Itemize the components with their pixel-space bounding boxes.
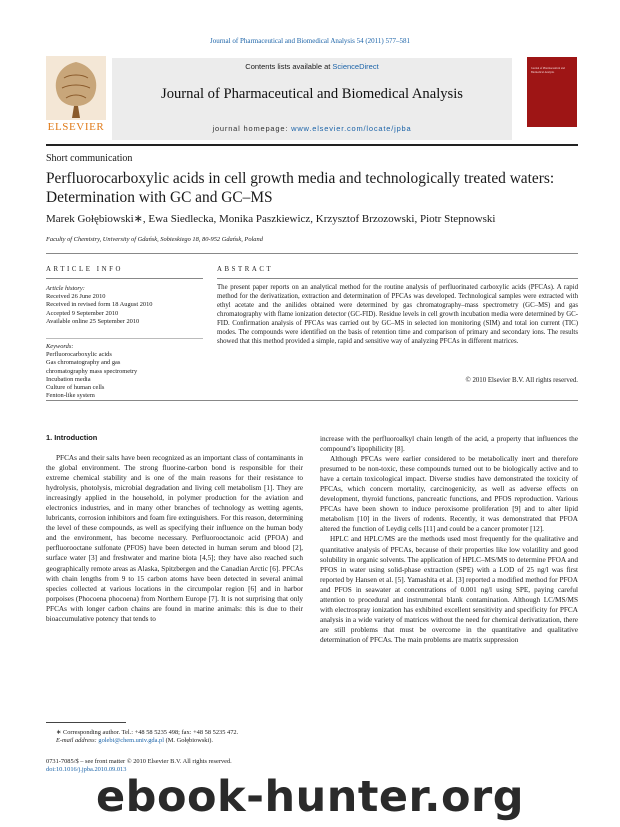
sciencedirect-link[interactable]: ScienceDirect (332, 62, 379, 71)
history-item: Available online 25 September 2010 (46, 317, 140, 325)
body-right-column (320, 434, 578, 645)
corresponding-author-contact: ∗ Corresponding author. Tel.: +48 58 5235 498; fax: +48 58 5235 472. (56, 729, 239, 736)
journal-citation[interactable]: Journal of Pharmaceutical and Biomedical Analysis 54 (2011) 577–581 (210, 37, 410, 45)
article-title: Perfluorocarboxylic acids in cell growth media and technologically treated waters: Determination with GC and GC–MS (46, 170, 555, 206)
history-item: Received in revised form 18 August 2010 (46, 301, 153, 309)
article-history (46, 285, 206, 326)
journal-homepage (112, 124, 512, 133)
keyword-item: Perfluorocarboxylic acids (46, 351, 112, 359)
email-suffix: (M. Gołębiowski). (164, 737, 214, 745)
contents-line (112, 62, 512, 71)
keyword-item: Fenton-like system (46, 392, 95, 400)
abstract-text: The present paper reports on an analytical method for the routine analysis of perfluorinated carboxylic acids (PFCAs). A rapid method for the derivatization, extraction and determination of PFCAs was developed. Technological samples were extracted with ethyl acetate and the anilides obtained were determined by gas chromatography–mass spectrometry (GC–MS) and gas chromatography with flame ionization detector (GC-FID). Residue levels in cell growth incubation media were determined by GC-FID. Confirmation analysis of PFCAs was carried out by GC–MS in selected ion monitoring (SIM) and total ion current (TIC) modes. The compounds were identified on the basis of retention time and comparison of primary and secondary ions. The results showed that this method provided a simple, rapid and sensitive way of analyzing PFCAs in different matrices. (217, 284, 578, 345)
history-label: Article history: (46, 285, 85, 292)
history-item: Accepted 9 September 2010 (46, 309, 119, 317)
corresponding-author-footnote (46, 729, 303, 746)
email-label: E-mail address: (56, 737, 99, 745)
email-line (46, 737, 303, 745)
elsevier-wordmark: ELSEVIER (47, 121, 105, 133)
body-paragraph: HPLC and HPLC/MS are the methods used most frequently for the qualitative and quantitative analysis of PFCAs, because of their properties like low volatility and good solubility in organic solvents. The application of HPLC–MS/MS to determine PFOA and PFOS in water using solid-phase extraction (SPE) with a LOD of 25 ng/l was first reported by Hansen et al. [5]. Yamashita et al. [3] reported a modified method for PFOA and PFOS in seawater at concentrations of 0.001 ng/l using SPE, paying careful attention to procedural and instrumental blank contamination. Although LC/MS/MS with electrospray ionization has exhibited excellent sensitivity and specificity for PFCA analysis in a wide variety of matrices without the need for chemical derivatization, there are still problems that must be overcome in the quantitative and qualitative determination of PFCAs. The main problems are matrix suppression (320, 535, 578, 644)
article-info-heading: ARTICLE INFO (46, 266, 124, 273)
keywords-list (46, 343, 206, 400)
email-link[interactable]: golebi@chem.univ.gda.pl (98, 737, 165, 745)
keywords-divider (46, 338, 203, 339)
abstract-copyright: © 2010 Elsevier B.V. All rights reserved. (465, 377, 578, 384)
section-heading-introduction: 1. Introduction (46, 433, 98, 442)
history-item: Received 26 June 2010 (46, 293, 106, 301)
contents-prefix: Contents lists available at (245, 62, 333, 71)
header-divider (46, 144, 578, 146)
article-type: Short communication (46, 153, 133, 164)
author-list: Marek Gołębiowski∗, Ewa Siedlecka, Monika Paszkiewicz, Krzysztof Brzozowski, Piotr Stepnowski (46, 213, 496, 225)
keyword-item: Gas chromatography and gas (46, 359, 121, 367)
keyword-item: chromatography mass spectrometry (46, 367, 138, 375)
doi-link[interactable]: doi:10.1016/j.jpba.2010.09.013 (46, 766, 127, 774)
abstract-bottom-divider (46, 400, 578, 401)
abstract-heading: ABSTRACT (217, 266, 274, 273)
homepage-url-link[interactable]: www.elsevier.com/locate/jpba (291, 124, 412, 133)
body-paragraph: Although PFCAs were earlier considered to be metabolically inert and therefore presumed to be non-toxic, these compounds turned out to be biologically active and to have a certain toxicological impact. Diverse studies have demonstrated the toxicity of PFCAs, which concern mortality, carcinogenicity, as well as adverse effects on development, thyroid functions, pancreatic functions, and PFOS reproduction. Various PFCAs have been shown to induce peroxisome proliferation [9] and to alter lipid metabolism [10] in the livers of rodents. Recently, it was demonstrated that PFOA altered the function of Leydig cells [11] and could be a cancer promoter [12]. (320, 455, 578, 534)
journal-title: Journal of Pharmaceutical and Biomedical Analysis (161, 86, 463, 102)
footnote-divider (46, 722, 126, 723)
affiliation-divider (46, 253, 578, 254)
keyword-item: Incubation media (46, 375, 91, 383)
abstract-divider (217, 278, 578, 279)
homepage-prefix: journal homepage: (212, 124, 292, 133)
watermark-text: ebook-hunter.org (96, 772, 524, 822)
journal-cover-title: Journal of Pharmaceutical and Biomedical Analysis (531, 67, 565, 74)
article-info-divider (46, 278, 203, 279)
issn-line: 0731-7085/$ – see front matter © 2010 Elsevier B.V. All rights reserved. (46, 758, 232, 765)
body-left-column: PFCAs and their salts have been recognized as an important class of contaminants in the global environment. The strong fluorine-carbon bond is responsible for their extreme chemical stability and is one of the main reasons for their resistance to hydrolysis, photolysis, microbial degradation and living cell metabolism [1]. They are increasingly applied in the household, in polymer production for the aviation and electronics industries, and in many other branches of technology as wetting agents, lubricants, corrosion inhibitors and foam fire extinguishers. For this reason, determining the level of these compounds, as well as specifying their influence on the human body and the environment, has become necessary. Perfluorooctanoic acid (PFOA) and perfluorooctane sulfonate (PFOS) have been detected in human serum and blood [2], surface water [3] and freshwater and marine biota [4,5]; they have also reached such geographically remote areas as Alaska, Spitzbergen and the Canadian Arctic [6]. PFCAs with chain lengths from 9 to 15 carbon atoms have been detected in several animal species collected at various locations in the circumpolar region [6] and in harbor porpoises (Phocoena phocoena) from Northern Europe [7]. It is not surprising that only PFCAs with longer carbon chains are found in marine animals: this is due to their bioaccumulative potency that tends to (46, 454, 303, 623)
keyword-item: Culture of human cells (46, 384, 105, 392)
body-paragraph: increase with the perfluoroalkyl chain length of the acid, a property that influences the compound’s lipophilicity [8]. (320, 435, 578, 454)
author-affiliation: Faculty of Chemistry, University of Gdańsk, Sobieskiego 18, 80-952 Gdańsk, Poland (46, 236, 263, 243)
keywords-label: Keywords: (46, 343, 74, 350)
